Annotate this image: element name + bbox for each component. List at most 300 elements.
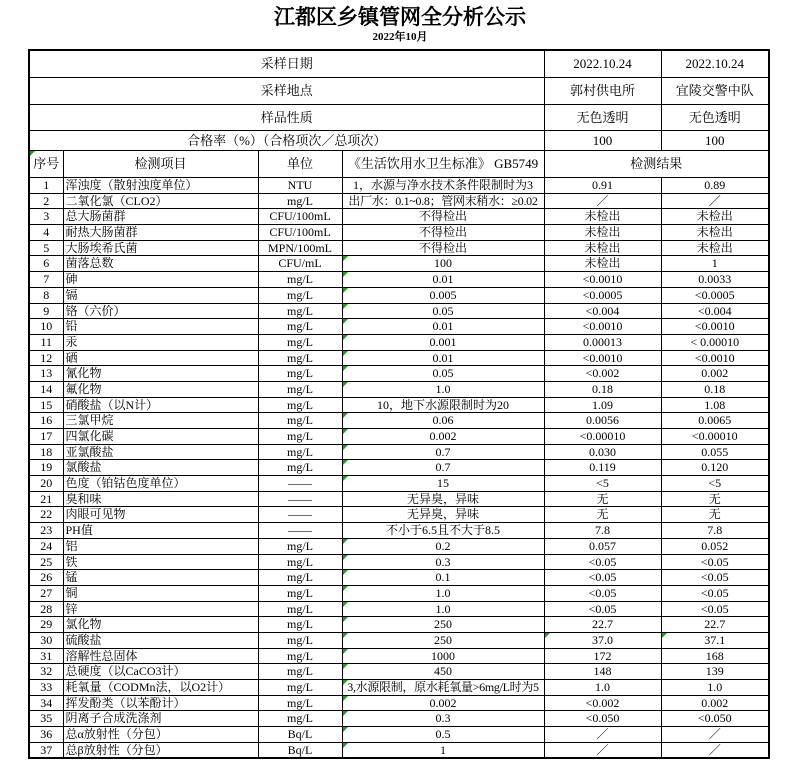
unit-cell: CFU/100mL <box>258 209 342 225</box>
result-cell: <0.00010 <box>661 429 769 445</box>
row-number-cell: 16 <box>29 413 63 429</box>
table-row <box>29 319 769 335</box>
table-row <box>29 350 769 366</box>
standard-cell: 0.7 <box>342 444 544 460</box>
row-number-cell: 23 <box>29 523 63 539</box>
row-number-cell: 22 <box>29 507 63 523</box>
result-cell: 0.002 <box>661 366 769 382</box>
result-cell: 0.057 <box>544 538 661 554</box>
column-header-no: 序号 <box>29 151 63 178</box>
item-name-cell: 臭和味 <box>63 491 258 507</box>
table-row <box>29 287 769 303</box>
result-cell: 1.08 <box>661 397 769 413</box>
info-row-sampling-date <box>29 50 769 78</box>
table-row <box>29 444 769 460</box>
unit-cell: —— <box>258 491 342 507</box>
row-number-cell: 2 <box>29 193 63 209</box>
item-name-cell: 砷 <box>63 272 258 288</box>
standard-cell: 100 <box>342 256 544 272</box>
unit-cell: mg/L <box>258 711 342 727</box>
standard-cell: 不得检出 <box>342 209 544 225</box>
item-name-cell: 挥发酚类（以苯酚计） <box>63 695 258 711</box>
table-row <box>29 178 769 194</box>
item-name-cell: 硫酸盐 <box>63 632 258 648</box>
item-name-cell: 色度（铂钴色度单位） <box>63 476 258 492</box>
table-row <box>29 554 769 570</box>
result-cell: 1.0 <box>661 680 769 696</box>
item-name-cell: 浑浊度（散射浊度单位） <box>63 178 258 194</box>
row-number-cell: 7 <box>29 272 63 288</box>
result-cell: <0.002 <box>544 366 661 382</box>
table-row <box>29 476 769 492</box>
result-cell: <0.004 <box>544 303 661 319</box>
info-row-sample-nature <box>29 105 769 131</box>
standard-cell: 无异臭，异味 <box>342 491 544 507</box>
unit-cell: mg/L <box>258 570 342 586</box>
row-number-cell: 14 <box>29 381 63 397</box>
result-cell: ／ <box>544 742 661 758</box>
result-cell: 22.7 <box>661 617 769 633</box>
unit-cell: mg/L <box>258 632 342 648</box>
result-cell: 未检出 <box>661 209 769 225</box>
excel-flag-triangle <box>343 711 348 716</box>
unit-cell: mg/L <box>258 585 342 601</box>
result-cell: 0.030 <box>544 444 661 460</box>
table-row <box>29 585 769 601</box>
result-cell: 未检出 <box>544 209 661 225</box>
result-cell: <0.05 <box>661 570 769 586</box>
excel-flag-triangle <box>343 696 348 701</box>
standard-cell: 0.005 <box>342 287 544 303</box>
result-cell: <0.002 <box>544 695 661 711</box>
item-name-cell: 铅 <box>63 319 258 335</box>
excel-flag-triangle <box>343 351 348 356</box>
table-row <box>29 632 769 648</box>
result-cell: <0.05 <box>544 554 661 570</box>
standard-cell: 不小于6.5且不大于8.5 <box>342 523 544 539</box>
result-cell: 无 <box>661 507 769 523</box>
column-header-row <box>29 151 769 178</box>
row-number-cell: 13 <box>29 366 63 382</box>
table-row <box>29 617 769 633</box>
unit-cell: MPN/100mL <box>258 240 342 256</box>
column-header-unit: 单位 <box>258 151 342 178</box>
result-cell: <5 <box>661 476 769 492</box>
result-cell: <0.0010 <box>661 319 769 335</box>
result-cell: 未检出 <box>544 256 661 272</box>
excel-flag-triangle <box>343 664 348 669</box>
table-row <box>29 381 769 397</box>
result-cell: <0.05 <box>544 585 661 601</box>
excel-flag-triangle <box>343 304 348 309</box>
excel-flag-triangle <box>343 586 348 591</box>
result-cell: 148 <box>544 664 661 680</box>
result-cell: <0.05 <box>661 585 769 601</box>
result-cell: 0.119 <box>544 460 661 476</box>
result-cell: <0.0010 <box>544 319 661 335</box>
row-number-cell: 11 <box>29 334 63 350</box>
unit-cell: Bq/L <box>258 742 342 758</box>
result-cell: 0.00013 <box>544 334 661 350</box>
column-header-item: 检测项目 <box>63 151 258 178</box>
standard-cell: 1，水源与净水技术条件限制时为3 <box>342 178 544 194</box>
result-cell: <0.0010 <box>544 350 661 366</box>
result-cell: <0.0010 <box>544 272 661 288</box>
table-row <box>29 664 769 680</box>
table-row <box>29 240 769 256</box>
standard-cell: 1.0 <box>342 381 544 397</box>
row-number-cell: 32 <box>29 664 63 680</box>
table-row <box>29 256 769 272</box>
result-cell: 0.89 <box>661 178 769 194</box>
result-cell: <0.05 <box>544 570 661 586</box>
row-number-cell: 17 <box>29 429 63 445</box>
standard-cell: 15 <box>342 476 544 492</box>
excel-flag-triangle <box>662 633 667 638</box>
column-header-result: 检测结果 <box>544 151 769 178</box>
result-cell: 未检出 <box>661 225 769 241</box>
table-row <box>29 523 769 539</box>
item-name-cell: 总β放射性（分包） <box>63 742 258 758</box>
excel-flag-triangle <box>343 649 348 654</box>
result-cell: 未检出 <box>544 225 661 241</box>
unit-cell: mg/L <box>258 444 342 460</box>
item-name-cell: 总硬度（以CaCO3计） <box>63 664 258 680</box>
item-name-cell: 二氧化氯（CLO2） <box>63 193 258 209</box>
row-number-cell: 33 <box>29 680 63 696</box>
standard-cell: 1000 <box>342 648 544 664</box>
column-header-standard: 《生活饮用水卫生标准》 GB5749 <box>342 151 544 178</box>
result-cell: 0.0056 <box>544 413 661 429</box>
unit-cell: mg/L <box>258 429 342 445</box>
result-cell: 1.0 <box>544 680 661 696</box>
result-cell: 172 <box>544 648 661 664</box>
excel-flag-triangle <box>343 743 348 748</box>
row-number-cell: 25 <box>29 554 63 570</box>
result-cell: 未检出 <box>544 240 661 256</box>
result-cell: 0.055 <box>661 444 769 460</box>
result-cell: 7.8 <box>544 523 661 539</box>
excel-flag-triangle <box>343 727 348 732</box>
unit-cell: mg/L <box>258 381 342 397</box>
info-section <box>29 50 769 178</box>
result-cell: < 0.00010 <box>661 334 769 350</box>
standard-cell: 0.001 <box>342 334 544 350</box>
standard-cell: 0.1 <box>342 570 544 586</box>
standard-cell: 0.06 <box>342 413 544 429</box>
table-row <box>29 225 769 241</box>
standard-cell: 0.3 <box>342 711 544 727</box>
result-cell: 37.0 <box>544 632 661 648</box>
item-name-cell: 四氯化碳 <box>63 429 258 445</box>
row-number-cell: 18 <box>29 444 63 460</box>
excel-flag-triangle <box>343 617 348 622</box>
result-cell: <0.050 <box>661 711 769 727</box>
row-number-cell: 5 <box>29 240 63 256</box>
item-name-cell: 锌 <box>63 601 258 617</box>
item-name-cell: 耐热大肠菌群 <box>63 225 258 241</box>
results-table-body <box>29 178 769 759</box>
row-number-cell: 37 <box>29 742 63 758</box>
table-row <box>29 727 769 743</box>
table-row <box>29 507 769 523</box>
table-row <box>29 334 769 350</box>
item-name-cell: 总大肠菌群 <box>63 209 258 225</box>
unit-cell: mg/L <box>258 350 342 366</box>
item-name-cell: 耗氧量（CODMn法，以O2计） <box>63 680 258 696</box>
excel-flag-triangle <box>343 680 348 685</box>
result-cell: 0.0065 <box>661 413 769 429</box>
result-cell: 0.002 <box>661 695 769 711</box>
item-name-cell: 总α放射性（分包） <box>63 727 258 743</box>
unit-cell: —— <box>258 523 342 539</box>
result-cell: <5 <box>544 476 661 492</box>
info-value: 郭村供电所 <box>544 78 661 105</box>
info-value: 无色透明 <box>544 105 661 131</box>
unit-cell: —— <box>258 476 342 492</box>
row-number-cell: 26 <box>29 570 63 586</box>
item-name-cell: 氰化物 <box>63 366 258 382</box>
result-cell: 0.0033 <box>661 272 769 288</box>
info-value: 100 <box>544 131 661 151</box>
item-name-cell: 氟化物 <box>63 381 258 397</box>
excel-flag-triangle <box>343 602 348 607</box>
unit-cell: mg/L <box>258 664 342 680</box>
row-number-cell: 34 <box>29 695 63 711</box>
item-name-cell: 大肠埃希氏菌 <box>63 240 258 256</box>
row-number-cell: 28 <box>29 601 63 617</box>
unit-cell: —— <box>258 507 342 523</box>
standard-cell: 0.3 <box>342 554 544 570</box>
unit-cell: mg/L <box>258 287 342 303</box>
table-row <box>29 303 769 319</box>
row-number-cell: 6 <box>29 256 63 272</box>
standard-cell: 3,水源限制，原水耗氧量>6mg/L时为5 <box>342 680 544 696</box>
excel-flag-triangle <box>343 460 348 465</box>
result-cell: ／ <box>661 727 769 743</box>
row-number-cell: 4 <box>29 225 63 241</box>
result-cell: 无 <box>544 491 661 507</box>
standard-cell: 不得检出 <box>342 240 544 256</box>
table-row <box>29 570 769 586</box>
analysis-table <box>28 49 770 759</box>
unit-cell: mg/L <box>258 366 342 382</box>
table-row <box>29 429 769 445</box>
result-cell: ／ <box>661 742 769 758</box>
item-name-cell: 铁 <box>63 554 258 570</box>
standard-cell: 无异臭，异味 <box>342 507 544 523</box>
info-label: 采样地点 <box>29 78 544 105</box>
item-name-cell: 锰 <box>63 570 258 586</box>
table-row <box>29 538 769 554</box>
unit-cell: Bq/L <box>258 727 342 743</box>
standard-cell: 0.2 <box>342 538 544 554</box>
result-cell: 0.120 <box>661 460 769 476</box>
item-name-cell: 硝酸盐（以N计） <box>63 397 258 413</box>
page-subtitle: 2022年10月 <box>372 31 428 43</box>
excel-flag-triangle <box>343 256 348 261</box>
standard-cell: 0.01 <box>342 350 544 366</box>
table-row <box>29 742 769 758</box>
row-number-cell: 3 <box>29 209 63 225</box>
info-value: 宜陵交警中队 <box>661 78 769 105</box>
excel-flag-triangle <box>343 272 348 277</box>
unit-cell: mg/L <box>258 334 342 350</box>
standard-cell: 10，地下水源限制时为20 <box>342 397 544 413</box>
unit-cell: mg/L <box>258 648 342 664</box>
standard-cell: 出厂水：0.1~0.8；管网末稍水：≥0.02 <box>342 193 544 209</box>
result-cell: 7.8 <box>661 523 769 539</box>
row-number-cell: 31 <box>29 648 63 664</box>
item-name-cell: 肉眼可见物 <box>63 507 258 523</box>
row-number-cell: 12 <box>29 350 63 366</box>
result-cell: 139 <box>661 664 769 680</box>
info-value: 100 <box>661 131 769 151</box>
result-cell: 0.18 <box>661 381 769 397</box>
table-row <box>29 366 769 382</box>
item-name-cell: 镉 <box>63 287 258 303</box>
standard-cell: 0.002 <box>342 429 544 445</box>
row-number-cell: 1 <box>29 178 63 194</box>
table-row <box>29 397 769 413</box>
table-row <box>29 491 769 507</box>
excel-flag-triangle <box>343 445 348 450</box>
standard-cell: 1.0 <box>342 585 544 601</box>
unit-cell: mg/L <box>258 413 342 429</box>
row-number-cell: 29 <box>29 617 63 633</box>
unit-cell: mg/L <box>258 319 342 335</box>
excel-flag-triangle <box>343 335 348 340</box>
page-title: 江都区乡镇管网全分析公示 <box>274 6 526 29</box>
result-cell: <0.0010 <box>661 350 769 366</box>
standard-cell: 250 <box>342 617 544 633</box>
result-cell: <0.0005 <box>661 287 769 303</box>
item-name-cell: 铬（六价） <box>63 303 258 319</box>
info-label: 样品性质 <box>29 105 544 131</box>
table-row <box>29 209 769 225</box>
row-number-cell: 35 <box>29 711 63 727</box>
result-cell: <0.050 <box>544 711 661 727</box>
standard-cell: 0.01 <box>342 272 544 288</box>
row-number-cell: 21 <box>29 491 63 507</box>
unit-cell: mg/L <box>258 601 342 617</box>
result-cell: 未检出 <box>661 240 769 256</box>
standard-cell: 0.002 <box>342 695 544 711</box>
excel-flag-triangle <box>545 633 550 638</box>
excel-flag-triangle <box>343 555 348 560</box>
table-row <box>29 413 769 429</box>
excel-flag-triangle <box>343 476 348 481</box>
table-row <box>29 272 769 288</box>
result-cell: 1.09 <box>544 397 661 413</box>
result-cell: ／ <box>544 193 661 209</box>
standard-cell: 1.0 <box>342 601 544 617</box>
unit-cell: mg/L <box>258 617 342 633</box>
table-row <box>29 648 769 664</box>
row-number-cell: 10 <box>29 319 63 335</box>
standard-cell: 0.05 <box>342 366 544 382</box>
unit-cell: mg/L <box>258 272 342 288</box>
unit-cell: mg/L <box>258 695 342 711</box>
excel-flag-triangle <box>343 570 348 575</box>
info-label: 采样日期 <box>29 50 544 78</box>
item-name-cell: 硒 <box>63 350 258 366</box>
row-number-cell: 9 <box>29 303 63 319</box>
item-name-cell: 氯酸盐 <box>63 460 258 476</box>
result-cell: 无 <box>544 507 661 523</box>
excel-flag-triangle <box>30 151 35 156</box>
item-name-cell: 氯化物 <box>63 617 258 633</box>
row-number-cell: 15 <box>29 397 63 413</box>
row-number-cell: 20 <box>29 476 63 492</box>
unit-cell: CFU/mL <box>258 256 342 272</box>
item-name-cell: 汞 <box>63 334 258 350</box>
item-name-cell: 三氯甲烷 <box>63 413 258 429</box>
result-cell: 无 <box>661 491 769 507</box>
result-cell: 0.052 <box>661 538 769 554</box>
row-number-cell: 8 <box>29 287 63 303</box>
row-number-cell: 36 <box>29 727 63 743</box>
unit-cell: mg/L <box>258 538 342 554</box>
result-cell: <0.05 <box>544 601 661 617</box>
excel-flag-triangle <box>343 288 348 293</box>
table-row <box>29 680 769 696</box>
result-cell: 1 <box>661 256 769 272</box>
standard-cell: 0.05 <box>342 303 544 319</box>
row-number-cell: 27 <box>29 585 63 601</box>
result-cell: ／ <box>661 193 769 209</box>
item-name-cell: 溶解性总固体 <box>63 648 258 664</box>
item-name-cell: PH值 <box>63 523 258 539</box>
result-cell: <0.0005 <box>544 287 661 303</box>
item-name-cell: 铝 <box>63 538 258 554</box>
result-cell: <0.05 <box>661 601 769 617</box>
table-row <box>29 711 769 727</box>
table-row <box>29 601 769 617</box>
excel-flag-triangle <box>343 633 348 638</box>
result-cell: 37.1 <box>661 632 769 648</box>
item-name-cell: 亚氯酸盐 <box>63 444 258 460</box>
item-name-cell: 菌落总数 <box>63 256 258 272</box>
standard-cell: 0.01 <box>342 319 544 335</box>
standard-cell: 不得检出 <box>342 225 544 241</box>
row-number-cell: 19 <box>29 460 63 476</box>
result-cell: 168 <box>661 648 769 664</box>
excel-flag-triangle <box>343 366 348 371</box>
unit-cell: NTU <box>258 178 342 194</box>
unit-cell: CFU/100mL <box>258 225 342 241</box>
row-number-cell: 30 <box>29 632 63 648</box>
unit-cell: mg/L <box>258 680 342 696</box>
excel-flag-triangle <box>343 382 348 387</box>
result-cell: 0.91 <box>544 178 661 194</box>
standard-cell: 0.5 <box>342 727 544 743</box>
item-name-cell: 阴离子合成洗涤剂 <box>63 711 258 727</box>
table-row <box>29 695 769 711</box>
excel-flag-triangle <box>343 319 348 324</box>
standard-cell: 450 <box>342 664 544 680</box>
result-cell: 22.7 <box>544 617 661 633</box>
info-label: 合格率（%）（合格项次／总项次） <box>29 131 544 151</box>
unit-cell: mg/L <box>258 460 342 476</box>
info-row-sampling-location <box>29 78 769 105</box>
result-cell: <0.05 <box>661 554 769 570</box>
standard-cell: 0.7 <box>342 460 544 476</box>
table-row <box>29 460 769 476</box>
unit-cell: mg/L <box>258 193 342 209</box>
standard-cell: 250 <box>342 632 544 648</box>
info-row-pass-rate <box>29 131 769 151</box>
